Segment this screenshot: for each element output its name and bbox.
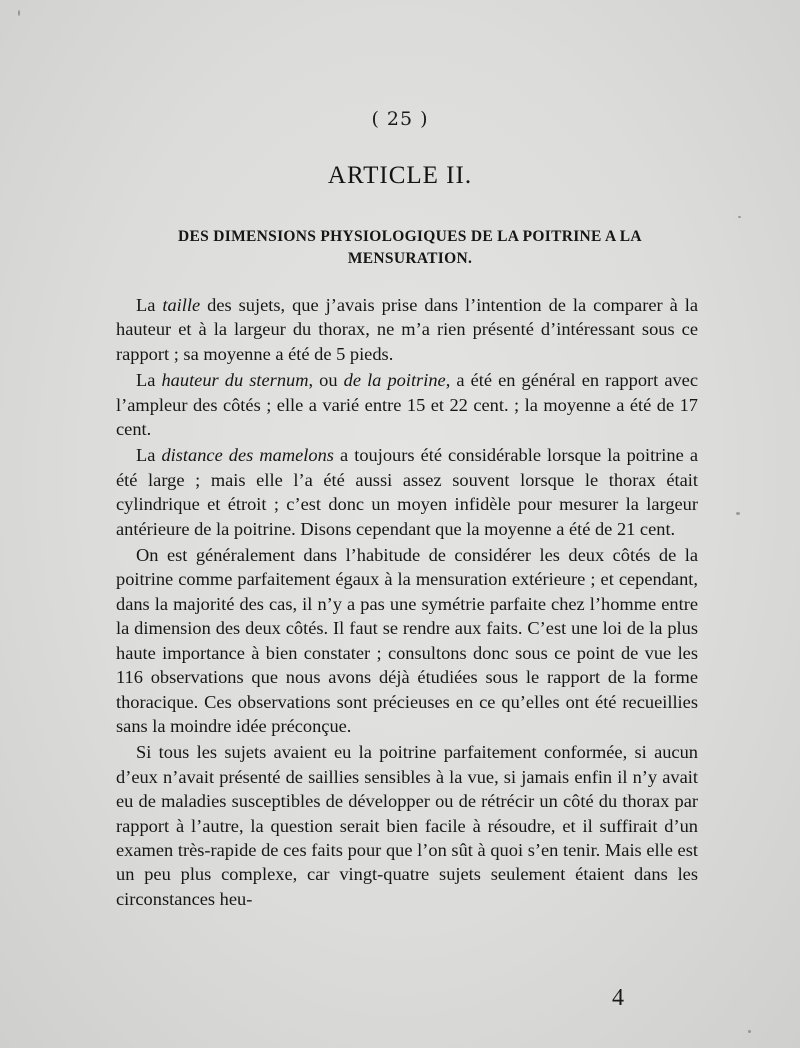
paper-speck (748, 1030, 751, 1033)
text-run: Si tous les sujets avaient eu la poitrine parfaitement conformée, si aucun d’eux n’avait présenté de saillies sensibles à la vue, si jamais enfin il n’y avait eu de maladies susceptibles de développer ou de rétrécir un côté du thorax par rapport à l’autre, la question serait bien facile à résoudre, et il suffirait d’un examen très-rapide de ces faits pour que l’on sût à quoi s’en tenir. Mais elle est un peu plus complexe, car vingt-quatre sujets seulement étaient dans les circonstances heu- (116, 742, 698, 909)
paper-speck (18, 10, 20, 16)
italic-term: de la poitrine (343, 370, 446, 391)
text-run: a toujours été considérable lorsque la poitrine a été large ; mais elle l’a été aussi assez souvent lorsque le thorax était cylindrique et étroit ; c’est donc un moyen infidèle pour mesurer la largeur antérieure de la poitrine. Disons cependant que la moyenne a été de 21 cent. (116, 445, 698, 539)
page-number: ( 25 ) (371, 108, 429, 130)
article-title: ARTICLE II. (327, 162, 473, 189)
text-run: des sujets, que j’avais prise dans l’intention de la comparer à la hauteur et à la largeur du thorax, ne m’a rien présenté d’intéressant sous ce rapport ; sa moyenne a été de 5 pieds. (116, 295, 698, 364)
text-run: La (136, 445, 162, 466)
italic-term: taille (162, 295, 201, 315)
body-text (116, 293, 698, 911)
signature-mark: 4 (612, 985, 624, 1011)
text-run: La (136, 370, 162, 391)
italic-term: hauteur du sternum (161, 370, 309, 391)
section-heading: DES DIMENSIONS PHYSIOLOGIQUES DE LA POITRINE A LA MENSURATION. (178, 228, 642, 267)
text-run: , ou (308, 370, 344, 391)
paper-speck (736, 512, 740, 515)
text-run: On est généralement dans l’habitude de considérer les deux côtés de la poitrine comme parfaitement égaux à la mensuration extérieure ; et cependant, dans la majorité des cas, il n’y a pas une symétrie parfaite chez l’homme entre la dimension des deux côtés. Il faut se rendre aux faits. C’est une loi de la plus haute importance à bien constater ; consultons donc sous ce point de vue les 116 observations que nous avons déjà étudiées sous le rapport de la forme thoracique. Ces observations sont précieuses en ce qu’elles ont été recueillies sans la moindre idée préconçue. (116, 545, 698, 736)
paragraph (116, 293, 698, 366)
paragraph (116, 740, 698, 911)
paragraph (116, 443, 698, 541)
text-run: La (136, 295, 163, 315)
paper-speck (738, 216, 741, 218)
paragraph (116, 543, 698, 738)
italic-term: distance des mamelons (161, 445, 334, 466)
paragraph (116, 368, 698, 441)
text-run: , a été en général en rapport avec l’ampleur des côtés ; elle a varié entre 15 et 22 cent. ; la moyenne a été de 17 cent. (116, 370, 699, 440)
